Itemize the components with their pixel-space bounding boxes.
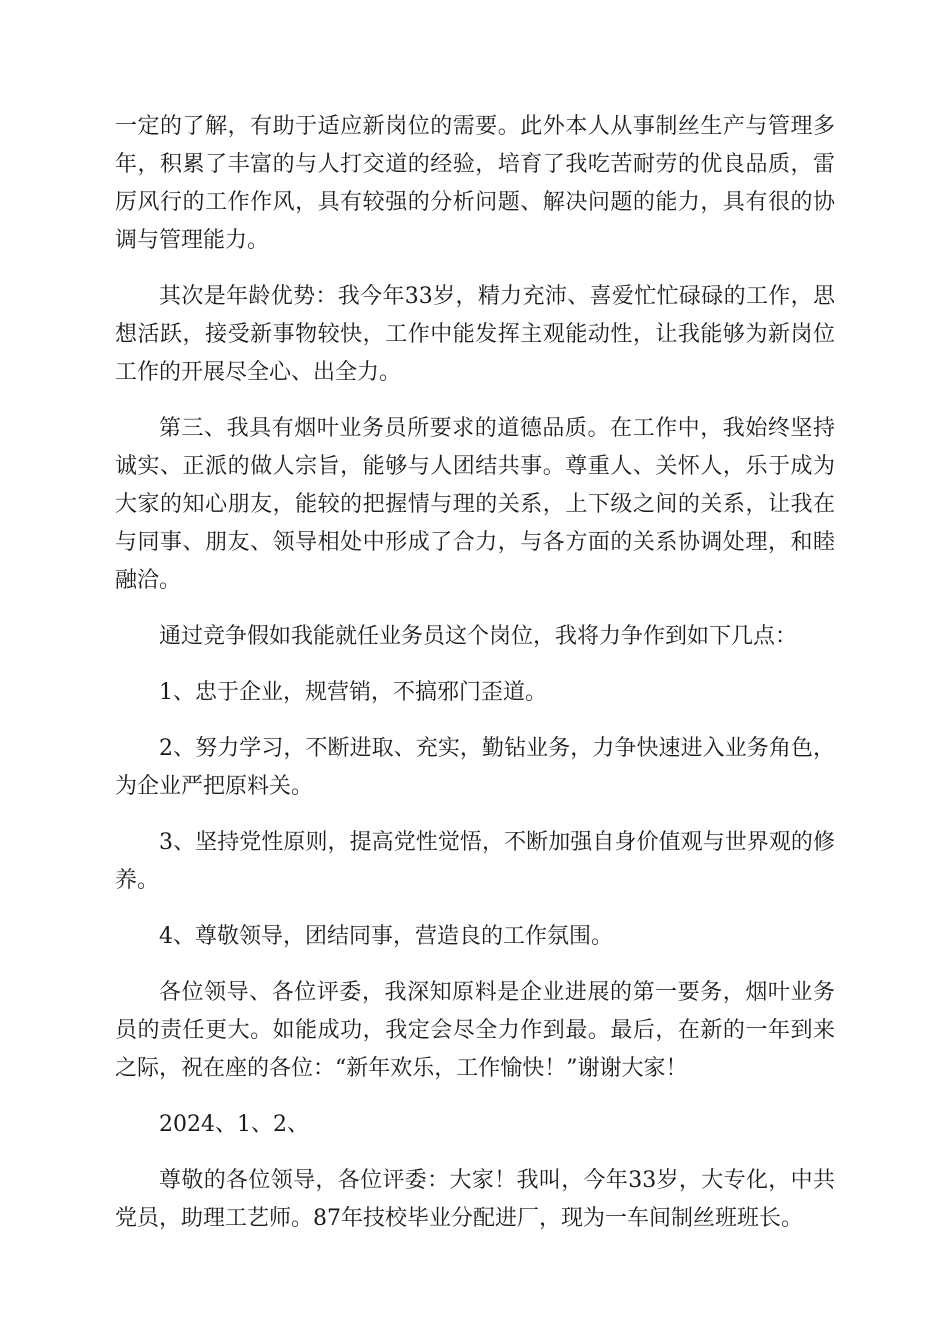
paragraph-1: 一定的了解，有助于适应新岗位的需要。此外本人从事制丝生产与管理多年，积累了丰富的与人打交道的经验，培育了我吃苦耐劳的优良品质，雷厉风行的工作作风，具有较强的分析问题、解决问题的能力，具有很的协调与管理能力。 <box>115 114 835 253</box>
paragraph-6: 2、努力学习，不断进取、充实，勤钻业务，力争快速进入业务角色，为企业严把原料关。 <box>115 736 835 799</box>
paragraph-7: 3、坚持党性原则，提高党性觉悟，不断加强自身价值观与世界观的修养。 <box>115 830 835 893</box>
paragraph-4: 通过竞争假如我能就任业务员这个岗位，我将力争作到如下几点： <box>159 624 798 649</box>
paragraph-3: 第三、我具有烟叶业务员所要求的道德品质。在工作中，我始终坚持诚实、正派的做人宗旨，能够与人团结共事。尊重人、关怀人，乐于成为大家的知心朋友，能较的把握情与理的关系，上下级之间的关系，让我在与同事、朋友、领导相处中形成了合力，与各方面的关系协调处理，和睦融洽。 <box>115 416 835 593</box>
paragraph-8: 4、尊敬领导，团结同事，营造良的工作氛围。 <box>159 924 613 949</box>
paragraph-9: 各位领导、各位评委，我深知原料是企业进展的第一要务，烟叶业务员的责任更大。如能成功，我定会尽全力作到最。最后，在新的一年到来之际，祝在座的各位：“新年欢乐，工作愉快！”谢谢大家！ <box>115 980 835 1081</box>
document-body <box>115 108 835 1238</box>
paragraph-2: 其次是年龄优势：我今年33岁，精力充沛、喜爱忙忙碌碌的工作，思想活跃，接受新事物较快，工作中能发挥主观能动性，让我能够为新岗位工作的开展尽全心、出全力。 <box>115 284 835 385</box>
paragraph-11: 尊敬的各位领导，各位评委：大家！我叫，今年33岁，大专化，中共党员，助理工艺师。87年技校毕业分配进厂，现为一车间制丝班班长。 <box>115 1168 835 1231</box>
paragraph-5: 1、忠于企业，规营销，不搞邪门歪道。 <box>159 680 547 705</box>
date-line: 2024、1、2、 <box>159 1112 309 1137</box>
